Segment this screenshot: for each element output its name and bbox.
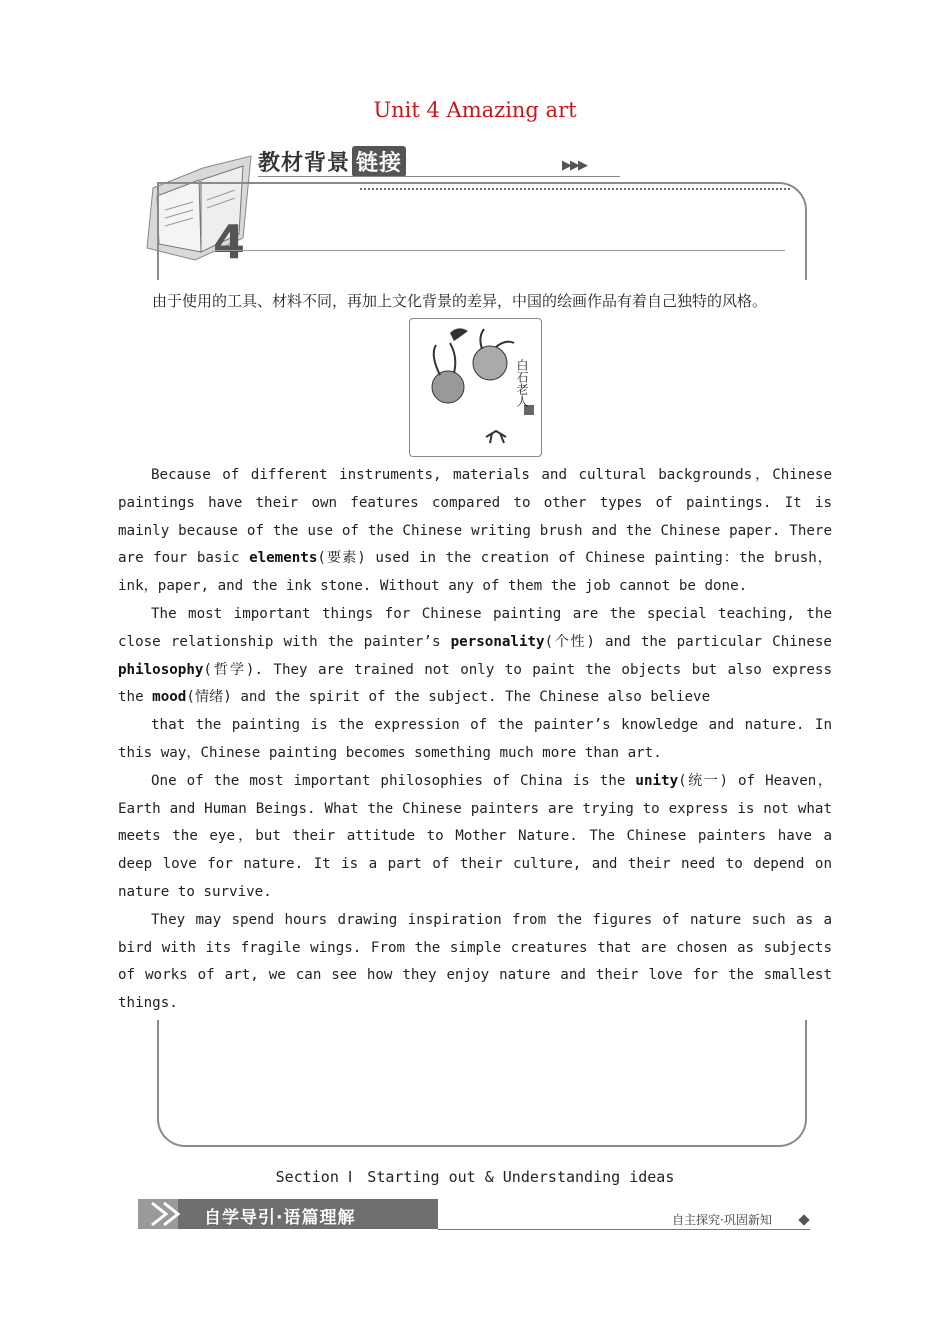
gloss-personality: (个性)	[544, 633, 595, 650]
vocab-unity: unity	[635, 772, 679, 789]
p2-c: . They are trained not only to paint the objects but also express the	[118, 661, 832, 706]
vocab-elements: elements	[249, 550, 318, 567]
frame-top	[157, 182, 807, 280]
vocab-philosophy: philosophy	[118, 661, 204, 678]
intro-text: 由于使用的工具、材料不同，再加上文化背景的差异，中国的绘画作品有着自己独特的风格。	[152, 292, 768, 310]
diamond-icon	[798, 1214, 809, 1225]
p2-d: and the spirit of the subject. The Chinese also believe	[231, 689, 711, 706]
paragraph-2b: that the painting is the expression of the painter’s knowledge and nature. In this way，Chinese painting becomes something much more than art.	[118, 717, 832, 761]
frame-inner-line	[215, 250, 785, 251]
p2-a: The most important things for Chinese painting are the special teaching, the close relationship with the painter’s	[118, 605, 832, 650]
gloss-mood: (情绪)	[186, 689, 232, 706]
vocab-mood: mood	[152, 689, 187, 706]
gloss-unity: (统一)	[678, 772, 728, 789]
paragraph-1	[118, 462, 832, 601]
p2-b: and the particular Chinese	[594, 633, 832, 650]
banner-tag: 链接	[352, 146, 406, 177]
footer-line	[438, 1229, 810, 1230]
svg-text:4: 4	[213, 215, 246, 268]
p1-text: Because of different instruments, materials and cultural backgrounds，Chinese paintings have their own features compared to other types of paintings. It is mainly because of the use of the Chinese writing brush and the Chinese paper. There are four basic	[118, 467, 832, 567]
vocab-personality: personality	[450, 633, 545, 650]
chinese-painting-image	[409, 318, 542, 457]
arrows-icon: ▶▶▶	[562, 158, 586, 173]
banner-label-text: 教材背景	[258, 151, 351, 176]
article	[118, 462, 832, 1018]
painting-illustration	[410, 319, 541, 456]
gloss-philosophy: (哲学)	[203, 661, 255, 678]
gloss-elements: (要素)	[317, 550, 366, 567]
section-title: Section Ⅰ Starting out & Understanding ideas	[275, 1168, 675, 1186]
frame-dotted-line	[360, 188, 790, 190]
unit-title: Unit 4 Amazing art	[373, 98, 577, 122]
footer-label: 自学导引·语篇理解	[204, 1208, 356, 1228]
banner-underline	[258, 176, 620, 177]
banner-label	[258, 146, 406, 177]
paragraph-2	[118, 601, 832, 712]
paragraph-4: They may spend hours drawing inspiration from the figures of nature such as a bird with its fragile wings. From the simple creatures that are chosen as subjects of works of art, we can see how they enjoy nature and their love for the smallest things.	[118, 911, 832, 1012]
p3-b: of Heaven，Earth and Human Beings. What the Chinese painters are trying to express is not what meets the eye，but their attitude to Mother Nature. The Chinese painters have a deep love for nature. It is a part of their culture, and their need to depend on nature to survive.	[118, 772, 832, 900]
paragraph-3	[118, 768, 832, 907]
p3-a: One of the most important philosophies of China is the	[151, 772, 636, 789]
p1-rest: used in the creation of Chinese painting：the brush，ink，paper, and the ink stone. Without any of them the job cannot be done.	[118, 550, 832, 595]
frame-bottom	[157, 1020, 807, 1147]
footer-right-label: 自主探究·巩固新知	[672, 1213, 772, 1227]
painting-seal-text: 白石老人	[515, 359, 529, 407]
